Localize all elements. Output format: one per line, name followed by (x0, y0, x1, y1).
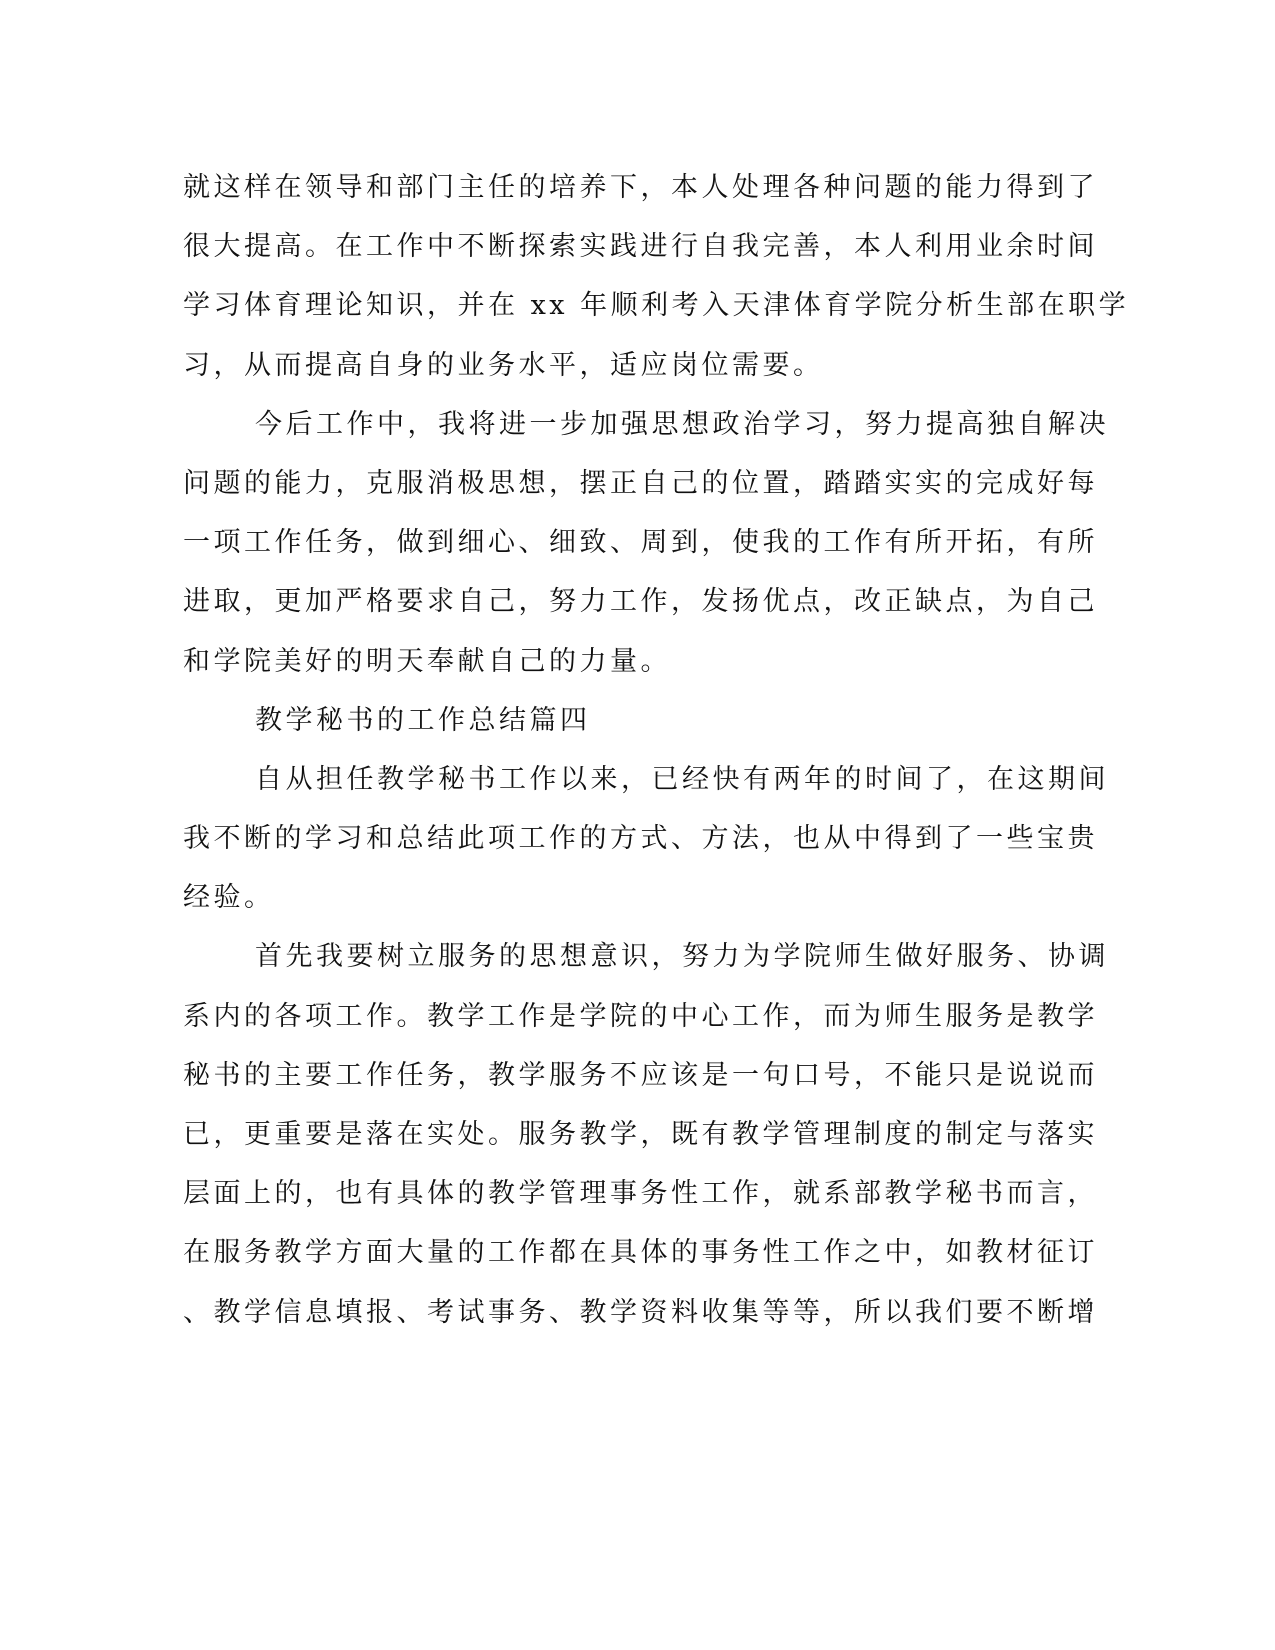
paragraph-first-line: 自从担任教学秘书工作以来，已经快有两年的时间了，在这期间 (255, 763, 1109, 795)
text-line: 经验。 (183, 882, 275, 914)
paragraph-first-line: 今后工作中，我将进一步加强思想政治学习，努力提高独自解决 (255, 408, 1109, 440)
text-line: 一项工作任务，做到细心、细致、周到，使我的工作有所开拓，有所 (183, 527, 1098, 559)
text-line: 进取，更加严格要求自己，努力工作，发扬优点，改正缺点，为自己 (183, 586, 1098, 618)
text-line: 问题的能力，克服消极思想，摆正自己的位置，踏踏实实的完成好每 (183, 467, 1098, 499)
text-line: 、教学信息填报、考试事务、教学资料收集等等，所以我们要不断增 (183, 1296, 1098, 1328)
text-line: 秘书的主要工作任务，教学服务不应该是一句口号，不能只是说说而 (183, 1059, 1098, 1091)
document-body (183, 158, 1130, 1342)
text-line: 在服务教学方面大量的工作都在具体的事务性工作之中，如教材征订 (183, 1237, 1098, 1269)
text-line: 已，更重要是落在实处。服务教学，既有教学管理制度的制定与落实 (183, 1119, 1098, 1150)
section-heading: 教学秘书的工作总结篇四 (255, 704, 591, 736)
text-line: 就这样在领导和部门主任的培养下，本人处理各种问题的能力得到了 (183, 172, 1098, 203)
text-line: 我不断的学习和总结此项工作的方式、方法，也从中得到了一些宝贵 (183, 823, 1098, 855)
text-line: 学习体育理论知识，并在 xx 年顺利考入天津体育学院分析生部在职学 (183, 290, 1130, 322)
paragraph-first-line: 首先我要树立服务的思想意识，努力为学院师生做好服务、协调 (255, 941, 1109, 973)
text-line: 很大提高。在工作中不断探索实践进行自我完善，本人利用业余时间 (183, 231, 1098, 263)
text-line: 系内的各项工作。教学工作是学院的中心工作，而为师生服务是教学 (183, 1000, 1098, 1032)
text-line: 层面上的，也有具体的教学管理事务性工作，就系部教学秘书而言， (183, 1178, 1098, 1210)
text-line: 习，从而提高自身的业务水平，适应岗位需要。 (183, 349, 824, 381)
text-line: 和学院美好的明天奉献自己的力量。 (183, 645, 671, 677)
